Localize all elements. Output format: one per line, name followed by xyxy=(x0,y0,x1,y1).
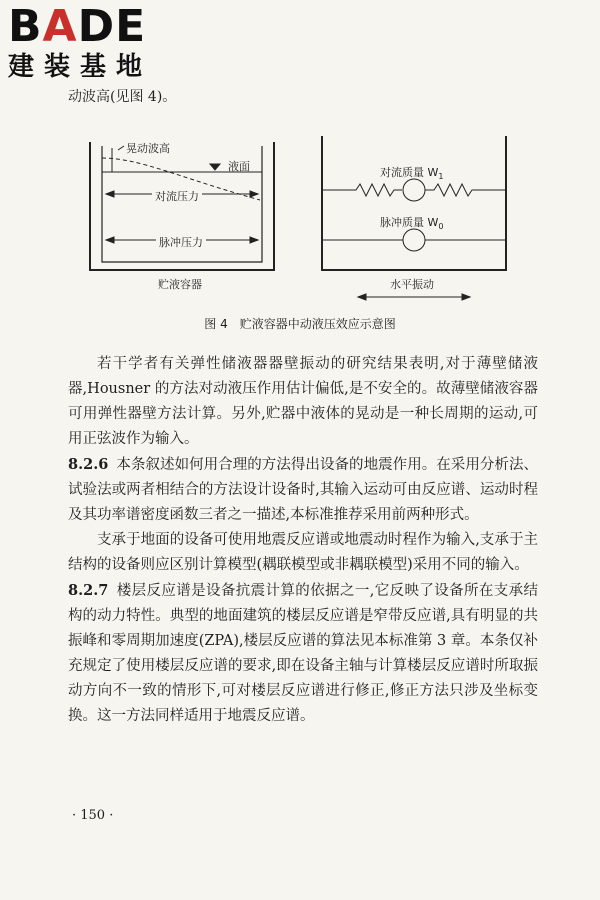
lead-line: 动波高(见图 4)。 xyxy=(68,89,177,105)
body-text xyxy=(68,352,538,729)
figure-caption xyxy=(0,315,600,332)
section-number: 8.2.6 xyxy=(68,456,109,473)
page-number: · 150 · xyxy=(72,808,114,823)
impulsive-mass xyxy=(403,229,425,251)
paragraph: 若干学者有关弹性储液器器壁振动的研究结果表明,对于薄壁储液器,Housner 的方法对动液压作用估计偏低,是不安全的。故薄壁储液容器可用弹性器壁方法计算。另外,贮器中液体的晃动是一种长周期的运动,可用正弦波作为输入。 xyxy=(68,356,538,447)
caption-text: 贮液容器中动液压效应示意图 xyxy=(239,317,396,331)
label-convective-mass: 对流质量 $W_1$ xyxy=(380,166,444,182)
label-liquid-surface: 液面 xyxy=(228,160,250,173)
paragraph-8-2-7: 8.2.7 楼层反应谱是设备抗震计算的依据之一,它反映了设备所在支承结构的动力特性。典型的地面建筑的楼层反应谱是窄带反应谱,具有明显的共振峰和零周期加速度(ZPA),楼层反应谱的算法见本标准第 3 章。本条仅补充规定了使用楼层反应谱的要求,即在设备主轴与计算楼层反应谱时所取振动方向不一致的情形下,可对楼层反应谱进行修正,修正方法只涉及坐标变换。这一方法同样适用于地震反应谱。 xyxy=(68,582,538,724)
caption-number: 图 4 xyxy=(204,317,228,331)
label-impulsive-mass: 脉冲质量 $W_0$ xyxy=(380,216,444,232)
label-impulsive-pressure: 脉冲压力 xyxy=(156,234,206,250)
spring-left xyxy=(322,184,402,196)
label-container: 贮液容器 xyxy=(158,278,202,291)
paragraph-8-2-6: 8.2.6 本条叙述如何用合理的方法得出设备的地震作用。在采用分析法、试验法或两者相结合的方法设计设备时,其输入运动可由反应谱、运动时程及其功率谱密度函数三者之一描述,本标准推荐采用前两种形式。 xyxy=(68,456,538,523)
bade-logo xyxy=(8,1,178,82)
convective-mass xyxy=(403,179,425,201)
spring-right xyxy=(425,184,506,196)
label-convective-pressure: 对流压力 xyxy=(152,188,202,204)
logo-subtitle: 建装基地 xyxy=(8,52,153,82)
figure-4 xyxy=(60,122,540,342)
label-wave-height: 晃动波高 xyxy=(126,142,170,155)
section-number: 8.2.7 xyxy=(68,582,109,599)
logo-wordmark: BADE xyxy=(8,1,147,52)
label-horizontal-vibration: 水平振动 xyxy=(390,278,434,291)
paragraph: 支承于地面的设备可使用地震反应谱或地震动时程作为输入,支承于主结构的设备则应区别计算模型(耦联模型或非耦联模型)采用不同的输入。 xyxy=(68,532,538,573)
